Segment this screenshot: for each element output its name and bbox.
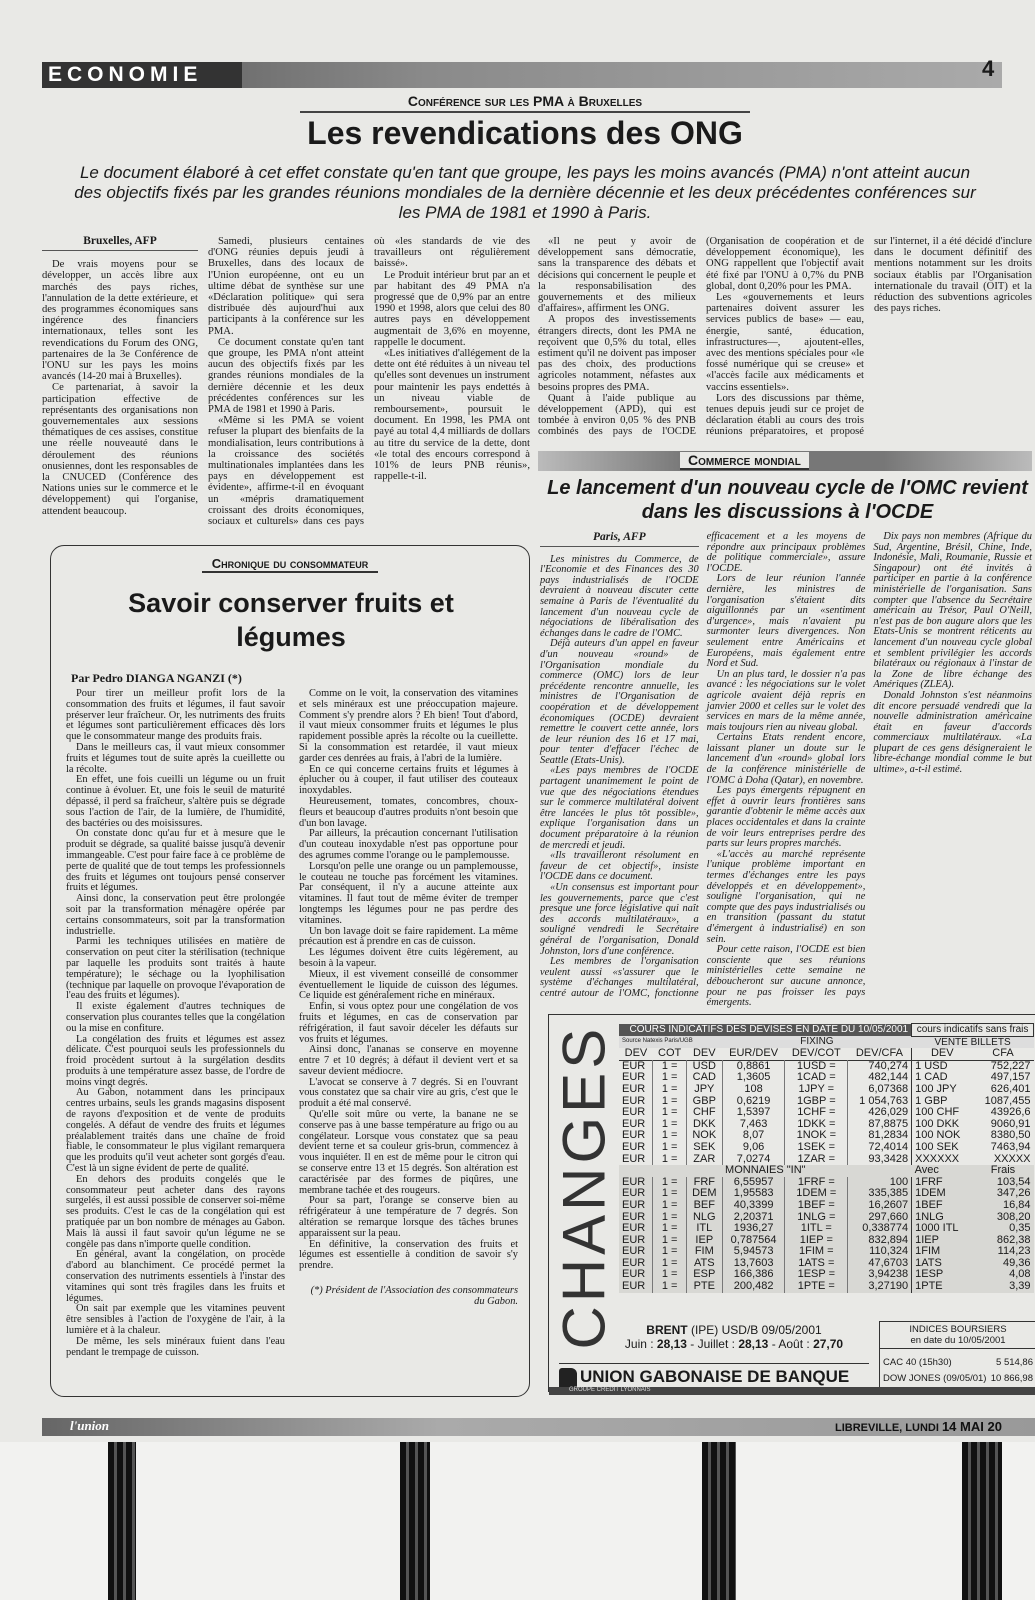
rate-cell: 1ESP [912, 1269, 973, 1281]
rate-cell: 1FIM = [785, 1246, 848, 1258]
rate-cell: 100 NOK [912, 1130, 973, 1142]
rate-cell: BEF [686, 1200, 722, 1212]
rate-cell: 1 = [653, 1119, 686, 1131]
rate-cell: 752,227 [990, 1059, 1031, 1072]
rate-cell: 1 CAD [912, 1072, 973, 1084]
rate-cell: EUR [622, 1129, 646, 1142]
newspaper-name: l'union [70, 1418, 110, 1433]
rate-cell: EUR [622, 1198, 646, 1211]
paragraph: En définitive, la conservation des fruits et légumes est essentielle à condition de savoir s'y prendre. [299, 1238, 518, 1272]
bank-name: UNION GABONAISE DE BANQUE [580, 1367, 850, 1386]
rate-cell: 108 [722, 1084, 785, 1096]
rate-cell: GBP [686, 1096, 722, 1108]
changes-vertical-title: CHANGES [550, 1024, 618, 1350]
chronicle-byline: Par Pedro DIANGA NGANZI (*) [71, 671, 242, 685]
indices-date: en date du 10/05/2001 [880, 1335, 1035, 1349]
rate-cell: 1 = [653, 1235, 686, 1247]
vente-label: VENTE BILLETS [912, 1036, 1034, 1048]
column-header: CFA [992, 1047, 1014, 1060]
index-value: 10 866,98 [990, 1373, 1033, 1384]
rate-cell: 5,94573 [722, 1246, 785, 1258]
paragraph: Pour sa part, l'orange se conserve bien au réfrigérateur à une température de 7 degrés. Son altération se remarque lorsque des tâches brunes apparaissent sur la peau. [299, 1195, 518, 1239]
binder-stripe [108, 1442, 136, 1600]
commerce-body [540, 532, 1032, 1010]
rate-cell: 1ZAR = [785, 1154, 848, 1166]
rate-cell: SEK [686, 1142, 722, 1154]
rate-cell: 43926,6 [990, 1106, 1031, 1119]
bank-logo-icon [559, 1368, 577, 1388]
brent-juillet-label: - Juillet : [690, 1337, 735, 1351]
rate-cell: 87,8875 [848, 1119, 912, 1131]
brent-sub: (IPE) USD/B 09/05/2001 [690, 1323, 822, 1337]
paragraph: En effet, une fois cueilli un légume ou un fruit continue à évoluer. Et, une fois le seuil de maturité dépassé, il perd sa fraîcheur, s'altère puis se dégrade sous l'action de l'air, de la lumière, de l'humidité, des bactéries ou des moisissures. [66, 774, 285, 829]
rate-cell: 7,463 [722, 1119, 785, 1131]
rate-cell: 1NLG = [785, 1212, 848, 1224]
paragraph: «Même si les PMA se voient refuser la plupart des bienfaits de la mondialisation, leurs contributions à la croissance des sociétés multinationales implantées dans les pays en développement est évidente», affirme-t-il en évoquant un «mépris dramatiquement croissant des droits économiques, sociaux et culturels» dans ces pays où «les standards de vie des travailleurs ont régulièrement baissé». [208, 236, 530, 528]
rate-cell: ESP [686, 1269, 722, 1281]
rate-cell: 200,482 [722, 1281, 785, 1293]
rate-cell: 1ESP = [785, 1269, 848, 1281]
paragraph: Certains Etats rendent encore, laissant planer un doute sur le lancement d'un «round» global lors de la conférence ministérielle de l'OMC à Doha (Qatar), en novembre. [706, 732, 866, 786]
rate-cell: 0,35 [1009, 1222, 1031, 1235]
paragraph: Ce partenariat, à savoir la participation effective de représentants des organisations non gouvernementales aux sessions thématiques de ces assises, constitue une réelle nouveauté dans le déroulement des réunions onusiennes, dont les responsables de la CNUCED (Conférence des Nations unies sur le commerce et le développement) qui l'organise, attendent beaucoup. [42, 382, 198, 517]
rate-cell: 1ITL = [785, 1223, 848, 1235]
rate-cell: 1 = [653, 1154, 686, 1166]
rate-cell: 3,39 [1009, 1280, 1031, 1293]
rate-cell: 6,07368 [848, 1084, 912, 1096]
rate-cell: JPY [686, 1084, 722, 1096]
index-value: 5 514,86 [996, 1357, 1033, 1368]
paragraph: Ce document constate qu'en tant que groupe, les PMA n'ont atteint aucun des objectifs fixés par les grandes réunions mondiales de la dernière décennie et les deux précédentes conférences sur les PMA de 1981 et 1990 à Paris. [208, 336, 364, 416]
paragraph: «Un consensus est important pour les gouvernements, parce que c'est presque une force législative qui naît des accords multilatéraux», a souligné vendredi le Secrétaire général de l'organisation, Donald Johnston, lors d'une conférence. [540, 882, 699, 957]
footer-date [835, 1419, 1002, 1434]
rate-cell: USD [686, 1060, 722, 1072]
paragraph: Ainsi donc, la conservation peut être prolongée soit par la transformation ménagère opérée par certains consommateurs, soit par la transformation industrielle. [66, 893, 285, 937]
rate-cell: EUR [622, 1268, 646, 1281]
rate-cell: 297,660 [848, 1212, 912, 1224]
rate-cell: 7,0274 [722, 1154, 785, 1166]
top-article-deck: Le document élaboré à cet effet constate qu'en tant que groupe, les pays les moins avancés (PMA) n'ont atteint aucun des objectifs fixés par les grandes réunions mondiales de la dernière décennie et les deux précédentes conférences sur les PMA de 1981 et 1990 à Paris. [74, 163, 976, 222]
rate-cell: 114,23 [997, 1245, 1031, 1258]
rate-cell: 166,386 [722, 1269, 785, 1281]
paragraph: Enfin, si vous optez pour une congélation de vos fruits et légumes, en cas de conservation par réfrigération, il faut savoir déceler les défauts sur vos fruits et légumes. [299, 1001, 518, 1045]
bank-logo [559, 1363, 869, 1388]
rate-cell: 1CHF = [785, 1107, 848, 1119]
rate-cell: EUR [622, 1175, 646, 1188]
indices-title: INDICES BOURSIERS [909, 1324, 1007, 1335]
rate-cell: 1DEM [912, 1188, 973, 1200]
index-name: CAC 40 (15h30) [883, 1357, 952, 1368]
rate-cell: 100 SEK [912, 1142, 973, 1154]
rate-cell: 1SEK = [785, 1142, 848, 1154]
frais-label: Frais [990, 1164, 1016, 1177]
exchange-rates-box [548, 1014, 1035, 1392]
chronicle-kicker-text: Chronique du consommateur [202, 556, 378, 573]
chronicle-kicker [51, 556, 529, 571]
paragraph: Mieux, il est vivement conseillé de consommer éventuellement le liquide de cuisson des légumes. Ce liquide est généralement riche en minéraux. [299, 968, 518, 1002]
rate-cell: 100 [848, 1177, 912, 1189]
rate-cell: 0,787564 [722, 1235, 785, 1247]
paragraph: De vrais moyens pour se développer, un accès libre aux marchés des pays riches, l'annulation de la dette extérieure, et des programmes économiques sans ingérence des financiers internationaux, telles sont les revendications du Forum des ONG, partenaires de la 3e Conférence de l'ONU sur les pays les moins avancés (14-20 mai à Bruxelles). [42, 259, 198, 383]
paragraph: Les ministres du Commerce, de l'Economie et des Finances des 30 pays industrialisés de l'OCDE devraient à nouveau discuter cette semaine à Paris de l'éventualité du lancement d'un nouveau cycle de négociations de libéralisation des échanges dans le cadre de l'OMC. [540, 553, 699, 639]
rate-cell: 1936,27 [722, 1223, 785, 1235]
rate-cell: 110,324 [848, 1246, 912, 1258]
rate-cell: 1FRF = [785, 1177, 848, 1189]
table-right-title: cours indicatifs sans frais [912, 1024, 1034, 1037]
rate-cell: 1 = [653, 1084, 686, 1096]
rate-cell: 1 = [653, 1060, 686, 1072]
brent-aout-label: - Août : [771, 1337, 810, 1351]
rate-cell: 1BEF [912, 1200, 973, 1212]
rate-row [619, 1084, 1034, 1096]
binder-stripe [702, 1442, 736, 1600]
rate-cell: 1DEM = [785, 1188, 848, 1200]
rate-cell: 1FIM [912, 1246, 973, 1258]
rate-cell: DKK [686, 1119, 722, 1131]
paragraph: Les légumes doivent être cuits légèrement, au besoin à la vapeur. [299, 947, 518, 969]
rate-cell: EUR [622, 1140, 646, 1153]
paragraph: Comme on le voit, la conservation des vitamines et sels minéraux est une préoccupation majeure. Comment s'y prendre alors ? Eh bien! Tout d'abord, il vaut mieux consommer fruits et légumes le plus rapidement possible après la récolte ou la cueillette. Si la consommation est retardée, il vaut mieux garder ces denrées au frais, à l'abri de la lumière. [299, 688, 518, 764]
paragraph: Déjà auteurs d'un appel en faveur d'un nouveau «round» de l'Organisation mondiale du commerce (OMC) lors de leur précédente rencontre annuelle, les ministres de l'Organisation de coopération et de développement économiques (OCDE) devraient remettre le couvert cette année, lors de leur réunion des 16 et 17 mai, pour tenter d'effacer l'échec de Seattle (Etats-Unis). [540, 638, 699, 766]
rate-cell: 72,4014 [848, 1142, 912, 1154]
rate-cell: 1000 ITL [912, 1223, 973, 1235]
rate-cell: 1 = [653, 1258, 686, 1270]
rate-cell: 100 CHF [912, 1107, 973, 1119]
footer-place: LIBREVILLE, LUNDI [835, 1422, 939, 1434]
paragraph: En dehors des produits congelés que le consommateur peut acheter dans des rayons surgelés, il est aussi possible de conserver soi-même ses produits. C'est le cas de la congélation qui est pratiquée par un bon nombre de ménages au Gabon. Mais là aussi il faut savoir qu'un légume ne se congèle pas dans n'importe quelle condition. [66, 1173, 285, 1250]
stock-index [883, 1373, 1033, 1384]
rate-cell: 100 JPY [912, 1084, 973, 1096]
rate-cell: EUR [622, 1106, 646, 1119]
rate-cell: EUR [622, 1280, 646, 1293]
paragraph: Le Produit intérieur brut par an et par habitant des 49 PMA n'a progressé que de 0,9% par an entre 1990 et 1998, alors que celui des 80 autres pays en développement augmentait de 3,6% en moyenne, rappelle le document. [374, 269, 530, 348]
paragraph: En général, avant la congélation, on procède d'abord au blanchiment. Ce procédé permet la conservation des nutriments essentiels à l'instar des vitamines qui sont très fragiles dans les fruits et légumes. [66, 1249, 285, 1304]
rate-cell: CHF [686, 1107, 722, 1119]
rate-cell: 1 = [653, 1177, 686, 1189]
rate-cell: FIM [686, 1246, 722, 1258]
column-header: DEV [692, 1047, 716, 1060]
column-header: DEV/CFA [855, 1047, 903, 1060]
top-article-body-left [42, 236, 530, 532]
rate-cell: 1 GBP [912, 1096, 973, 1108]
paragraph: Lors des discussions par thème, tenues depuis jeudi sur ce projet de déclaration établi au cours des trois réunions préparatoires, et proposé sur l'internet, il a été décidé d'inclure dans le document définitif des mentions notamment sur les droits sociaux établis par l'Organisation internationale du travail (OIT) et la réduction des subventions agricoles des pays riches. [706, 236, 1032, 438]
rate-row [619, 1107, 1034, 1119]
brent-juin-label: Juin : [624, 1337, 654, 1351]
rate-cell: EUR [622, 1222, 646, 1235]
rate-cell: 626,401 [990, 1082, 1031, 1095]
rate-cell: 1 = [653, 1072, 686, 1084]
paragraph: Dix pays non membres (Afrique du Sud, Argentine, Brésil, Chine, Inde, Indonésie, Mali, Roumanie, Russie et Singapour) ont été invités à participer en partie à la conférence ministérielle de l'organisation. Sans compter que l'absence du Secrétaire américain au Trésor, Paul O'Neill, n'est pas de bon augure alors que les Etats-Unis se montrent réticents au lancement d'un nouveau cycle global et semblent privilégier les accords bilatéraux ou régionaux à l'instar de la Zone de libre échange des Amériques (ZLEA). [873, 531, 1032, 691]
rate-cell: 1IEP = [785, 1235, 848, 1247]
rate-cell: 1JPY = [785, 1084, 848, 1096]
rate-cell: 7463,94 [990, 1140, 1031, 1153]
rate-cell: 832,894 [848, 1235, 912, 1247]
stock-index [883, 1357, 1033, 1368]
rate-cell: 1087,455 [984, 1094, 1031, 1107]
rate-cell: 49,36 [1002, 1256, 1031, 1269]
paragraph: Au Gabon, notamment dans les principaux centres urbains, seuls les grands magasins disposent de rayons d'exposition et de vente de produits congelés. A défaut de vendre des fruits et légumes préalablement traités dans une chaîne de froid fiable, le consommateur le plus vigilant remarquera que les produits qu'il veut acheter sont gorgés d'eau. C'est là un signe évident de perte de qualité. [66, 1087, 285, 1175]
rate-cell: 0,8861 [722, 1060, 785, 1072]
commerce-headline: Le lancement d'un nouveau cycle de l'OMC revient dans les discussions à l'OCDE [547, 477, 1028, 523]
rate-cell: 1 = [653, 1200, 686, 1212]
paragraph: On constate donc qu'au fur et à mesure que le produit se dégrade, sa qualité baisse jusqu'à devenir immangeable. C'est pour faire face à ce problème de perte de qualité que de tout temps les professionnels des fruits et légumes ont toujours pensé conserver fruits et légumes. [66, 828, 285, 894]
rate-cell: 1GBP = [785, 1096, 848, 1108]
rate-cell: ITL [686, 1223, 722, 1235]
rate-cell: 1NLG [912, 1212, 973, 1224]
rate-row [619, 1281, 1034, 1293]
rate-cell: 93,3428 [848, 1154, 912, 1166]
rate-cell: 497,157 [990, 1071, 1031, 1084]
paragraph: Pour tirer un meilleur profit lors de la consommation des fruits et légumes, il faut savoir préserver leur fraîcheur. Or, les nutriments des fruits et légumes sont particulièrement efficaces dès lors que le consommateur mange des produits frais. [66, 688, 285, 743]
rate-cell: 1 = [653, 1269, 686, 1281]
rate-cell: 308,20 [996, 1210, 1031, 1223]
rate-cell: DEM [686, 1188, 722, 1200]
brent-aout: 27,70 [813, 1337, 844, 1351]
rate-cell: 740,274 [848, 1060, 912, 1072]
table-source: Source Natexis Paris/UGB [619, 1036, 722, 1048]
rate-cell: CAD [686, 1072, 722, 1084]
top-article-headline: Les revendications des ONG [307, 115, 743, 151]
rate-cell: 16,2607 [848, 1200, 912, 1212]
footer-day: 14 MAI 20 [941, 1419, 1002, 1434]
rate-cell: 4,08 [1009, 1268, 1031, 1281]
chronicle-body [66, 689, 518, 1379]
paragraph: Lors de leur réunion l'année dernière, les ministres de l'organisation s'étaient dits aiguillonnés par un «sentiment d'urgence», mais n'avaient pu surmonter leurs divergences. Non seulement entre Américains et Européens, mais également entre Nord et Sud. [706, 573, 866, 670]
rate-cell: 1 054,763 [848, 1096, 912, 1108]
rate-cell: 1 = [653, 1107, 686, 1119]
paragraph: «Ils travailleront résolument en faveur de cet objectif», insiste l'OCDE dans ce document. [540, 850, 699, 883]
rate-cell: EUR [622, 1233, 646, 1246]
rate-cell: 1,5397 [722, 1107, 785, 1119]
rate-cell: 1 = [653, 1281, 686, 1293]
rate-cell: 1DKK = [785, 1119, 848, 1131]
rate-cell: 1,95583 [722, 1188, 785, 1200]
paragraph: Lorsqu'on pelle une orange ou un pamplemousse, le couteau ne touche pas forcément les vitamines. Par conséquent, il n'y a aucune atteinte aux vitamines. Il faut tout de même éviter de tremper longtemps les légumes pour ne pas perdre des vitamines. [299, 860, 518, 926]
binder-stripe [962, 1442, 1002, 1600]
bank-group: GROUPE CREDIT LYONNAIS [549, 1387, 1035, 1395]
rate-cell: 47,6703 [848, 1258, 912, 1270]
top-article-dateline: Bruxelles, AFP [42, 236, 198, 251]
rate-cell: EUR [622, 1152, 646, 1165]
rate-cell: 1 = [653, 1096, 686, 1108]
paragraph: Pour cette raison, l'OCDE est bien consciente que ses réunions ministérielles cette semaine ne déboucheront sur aucune annonce, pour ne pas froisser les pays émergents. [706, 944, 866, 1009]
paragraph: Qu'elle soit mûre ou verte, la banane ne se conserve pas à une basse température au frigo ou au congélateur. Lorsque vous constatez que sa peau devient terne et sa couleur gris-brun, commencez à vous inquiéter. Il en est de même pour le citron qui se conserve entre 13 et 15 degrés. Son altération est caractérisée par des formes de piqûres, une membrane tachée et des rougeurs. [299, 1109, 518, 1196]
paragraph: «Les initiatives d'allégement de la dette ont été réduites à un niveau tel qu'elles sont devenues un instrument pour maintenir les pays endettés à un niveau viable de remboursement», poursuit le document. En 1998, les PMA ont payé au total 4,4 milliards de dollars au titre du service de la dette, dont «le total des encours correspond à 101% de leurs PNB réunis», rappelle-t-il. [374, 348, 530, 483]
table-title: COURS INDICATIFS DES DEVISES EN DATE DU 10/05/2001 [619, 1024, 912, 1037]
rate-cell: 1FRF [912, 1177, 973, 1189]
commerce-kicker: Commerce mondial [680, 452, 809, 470]
paragraph: L'avocat se conserve à 7 degrés. Si en l'ouvrant vous constatez que sa chair vire au gris, c'est que le produit a été mal conservé. [299, 1076, 518, 1110]
top-article-kicker: Conférence sur les PMA à Bruxelles [300, 93, 750, 113]
rate-cell: 3,27190 [848, 1281, 912, 1293]
paragraph: On sait par exemple que les vitamines peuvent être sensibles à l'action de l'oxygène de l'air, à la lumière et à la chaleur. [66, 1303, 285, 1337]
paragraph: Les «gouvernements et leurs partenaires doivent assurer les services publics de base» — eau, énergie, santé, éducation, infrastructures—, ajoutent-elles, avec des mentions spéciales pour «le fossé numérique qui se creuse» et «l'accès facile aux médicaments et vaccins essentiels». [706, 292, 864, 393]
exchange-rates-table [619, 1023, 1034, 1293]
paragraph: «Il ne peut y avoir de développement sans démocratie, sans la transparence des débats et décisions qui concernent le peuple et la responsabilisation des gouvernements et des milieux d'affaires», affirment les ONG. [538, 236, 696, 315]
paragraph: Donald Johnston s'est néanmoins dit encore persuadé vendredi que la nouvelle administration américaine était en faveur d'accords commerciaux multilatéraux. «La plupart de ces gens désigneraient le libre-échange mondial comme le but ultime», a-t-il estimé. [873, 689, 1032, 776]
commerce-dateline: Paris, AFP [540, 532, 699, 547]
rate-cell: 0,6219 [722, 1096, 785, 1108]
chronicle-headline: Savoir conserver fruits et légumes [128, 588, 454, 652]
rate-cell: 0,338774 [848, 1223, 912, 1235]
rate-cell: 2,20371 [722, 1212, 785, 1224]
paragraph: «Les pays membres de l'OCDE partagent unanimement le point de vue que des négociations étendues sur le commerce multilatéral doivent être lancées le plus tôt possible», explique l'organisation dans un document préparatoire à la réunion de mercredi et jeudi. [540, 765, 699, 851]
rate-cell: 1 = [653, 1223, 686, 1235]
rate-cell: 16,84 [1002, 1198, 1031, 1211]
paragraph: Les membres de l'organisation veulent aussi «s'assurer que le système d'échanges multilatéral, centré autour de l'OMC, fonctionne efficacement et a les moyens de répondre aux principaux problèmes de politique commerciale», assure l'OCDE. [540, 531, 866, 999]
top-article-body-right [538, 236, 1032, 446]
rate-cell: EUR [622, 1071, 646, 1084]
rate-cell: NLG [686, 1212, 722, 1224]
brent-price [599, 1323, 869, 1351]
rate-cell: NOK [686, 1130, 722, 1142]
paragraph: Par ailleurs, la précaution concernant l'utilisation d'un couteau inoxydable n'est pas opportune pour des agrumes comme l'orange ou le pamplemousse. [299, 828, 518, 861]
paragraph: Ainsi donc, l'ananas se conserve en moyenne entre 7 et 10 degrés; à défaut il devient vert et sa saveur devient médiocre. [299, 1044, 518, 1077]
rate-row [619, 1154, 1034, 1166]
rate-cell: 335,385 [848, 1188, 912, 1200]
rate-cell: 9,06 [722, 1142, 785, 1154]
brent-title: BRENT [646, 1323, 688, 1337]
rate-cell: PTE [686, 1281, 722, 1293]
rate-cell: 8380,50 [990, 1129, 1031, 1142]
rate-cell: 1 = [653, 1246, 686, 1258]
monnaies-in-label: MONNAIES "IN" [725, 1164, 806, 1177]
rate-cell: 1 = [653, 1142, 686, 1154]
rate-cell: XXXXX [993, 1152, 1031, 1165]
rate-cell: ZAR [686, 1154, 722, 1166]
paragraph: La congélation des fruits et légumes est assez délicate. C'est pourquoi seuls les professionnels du froid procèdent surtout à la surgélation desdits produits à une température assez basse, de l'ordre de moins vingt degrés. [66, 1033, 285, 1088]
rate-cell: EUR [622, 1059, 646, 1072]
paragraph: Samedi, plusieurs centaines d'ONG réunies depuis jeudi à Bruxelles, dans des locaux de l'Union européenne, ont eu un ultime débat de synthèse sur une «Déclaration politique» qui sera distribuée dès aujourd'hui aux participants à la conférence sur les PMA. [208, 236, 364, 337]
rate-cell: 347,26 [996, 1187, 1031, 1200]
rate-cell: 1USD = [785, 1060, 848, 1072]
rate-cell: 1BEF = [785, 1200, 848, 1212]
rate-cell: ATS [686, 1258, 722, 1270]
column-header: DEV [624, 1047, 648, 1060]
consumer-chronicle-box [50, 545, 530, 1397]
paragraph: De même, les sels minéraux fuient dans l'eau pendant le trempage de cuisson. [66, 1335, 285, 1358]
rate-cell: 1,3605 [722, 1072, 785, 1084]
rate-cell: 1NOK = [785, 1130, 848, 1142]
rate-cell: 103,54 [996, 1175, 1031, 1188]
rate-cell: IEP [686, 1235, 722, 1247]
rate-cell: 862,38 [996, 1233, 1031, 1246]
paragraph: Dans le meilleurs cas, il vaut mieux consommer fruits et légumes tout de suite après la cueillette ou la récolte. [66, 741, 285, 775]
column-header: EUR/DEV [729, 1047, 779, 1060]
rate-cell: 81,2834 [848, 1130, 912, 1142]
rate-cell: 1CAD = [785, 1072, 848, 1084]
rate-cell: 1ATS = [785, 1258, 848, 1270]
binder-stripe [400, 1442, 430, 1600]
rate-cell: 13,7603 [722, 1258, 785, 1270]
page-number: 4 [982, 56, 995, 81]
paragraph: Les pays émergents répugnent en effet à ouvrir leurs frontières sans garantie d'obtenir le même accès aux places occidentales et dans la crainte de voir leurs entreprises perdre des parts sur leurs propres marchés. [706, 785, 866, 850]
rate-row [619, 1223, 1034, 1235]
rate-cell: 100 DKK [912, 1119, 973, 1131]
rate-cell: 40,3399 [722, 1200, 785, 1212]
rate-cell: EUR [622, 1245, 646, 1258]
rate-row [619, 1142, 1034, 1154]
paragraph: Un an plus tard, le dossier n'a pas avancé : les négociations sur le volet agricole avaient déjà repris en janvier 2000 et celles sur le volet des services en mars de la même année, mais toujours rien au niveau global. [706, 668, 866, 733]
paragraph: A propos des investissements étrangers directs, dont les PMA ne reçoivent que 0,5% du total, elles estiment qu'il ne doivent pas imposer pas des choix, des productions agricoles notamment, néfastes aux besoins propres des PMA. [538, 314, 696, 393]
rate-cell: 1PTE [912, 1281, 973, 1293]
rate-cell: EUR [622, 1117, 646, 1130]
paragraph: En ce qui concerne certains fruits et légumes à éplucher ou à couper, il faut utiliser des couteaux inoxydables. [299, 763, 518, 797]
section-title: ECONOMIE [42, 62, 242, 88]
paragraph: Quant à l'aide publique au développement (APD), qui est tombée à environ 0,05 % des PNB combinés des pays de l'OCDE (Organisation de coopération et de développement économique), les ONG rappellent que l'objectif avait été fixé par l'ONU à 0,7% du PNB global, dont 0,20% pour les PMA. [538, 236, 864, 438]
rate-cell: 1 USD [912, 1060, 973, 1072]
avec-label: Avec [914, 1164, 939, 1177]
rate-cell: EUR [622, 1256, 646, 1269]
rate-row [619, 1200, 1034, 1212]
rate-cell: 3,94238 [848, 1269, 912, 1281]
paragraph: Il existe également d'autres techniques de conservation plus courantes telles que la congélation ou la mise en confiture. [66, 1001, 285, 1034]
index-name: DOW JONES (09/05/01) [883, 1373, 987, 1384]
brent-juin: 28,13 [656, 1337, 687, 1351]
rate-cell: XXXXXX [912, 1154, 973, 1166]
rate-cell: EUR [622, 1094, 646, 1107]
rate-cell: 1ATS [912, 1258, 973, 1270]
paragraph: «L'accès au marché représente l'unique problème important en termes d'échanges entre les pays développés et en développement», souligne l'organisation, qui ne compte que des pays industrialisés ou en transition (passant du statut d'émergent à industrialisé) en son sein. [706, 848, 866, 945]
rate-cell: 1 = [653, 1212, 686, 1224]
rate-cell: 482,144 [848, 1072, 912, 1084]
rate-cell: FRF [686, 1177, 722, 1189]
scan-margin [0, 1442, 1035, 1600]
column-header: DEV [912, 1048, 973, 1060]
rate-cell: 1PTE = [785, 1281, 848, 1293]
rate-cell: 1 = [653, 1188, 686, 1200]
rate-cell: 1IEP [912, 1235, 973, 1247]
fixing-label: FIXING [722, 1036, 911, 1048]
column-header: COT [658, 1047, 682, 1060]
rate-cell: 426,029 [848, 1107, 912, 1119]
brent-juillet: 28,13 [738, 1337, 769, 1351]
rate-cell: 9060,91 [990, 1117, 1031, 1130]
rate-cell: 1 = [653, 1130, 686, 1142]
paragraph: Parmi les techniques utilisées en matière de conservation on peut citer la stérilisation (technique par laquelle les produits sont traités à haute température); le séchage ou la lyophilisation (technique par laquelle on provoque l'évaporation de l'eau des fruits et légumes). [66, 936, 285, 1002]
rate-cell: 8,07 [722, 1130, 785, 1142]
paragraph: Un bon lavage doit se faire rapidement. La même précaution est à prendre en cas de cuisson. [299, 925, 518, 948]
paragraph: Heureusement, tomates, concombres, choux-fleurs et beaucoup d'autres produits n'ont besoin que d'un bon lavage. [299, 795, 518, 829]
rate-cell: 6,55957 [722, 1177, 785, 1189]
rate-cell: EUR [622, 1082, 646, 1095]
rate-cell: EUR [622, 1187, 646, 1200]
column-header: DEV/COT [791, 1047, 841, 1060]
rate-cell: EUR [622, 1210, 646, 1223]
stock-indices-box [879, 1321, 1035, 1389]
chronicle-footnote: (*) Président de l'Association des consommateurs du Gabon. [310, 1285, 518, 1307]
